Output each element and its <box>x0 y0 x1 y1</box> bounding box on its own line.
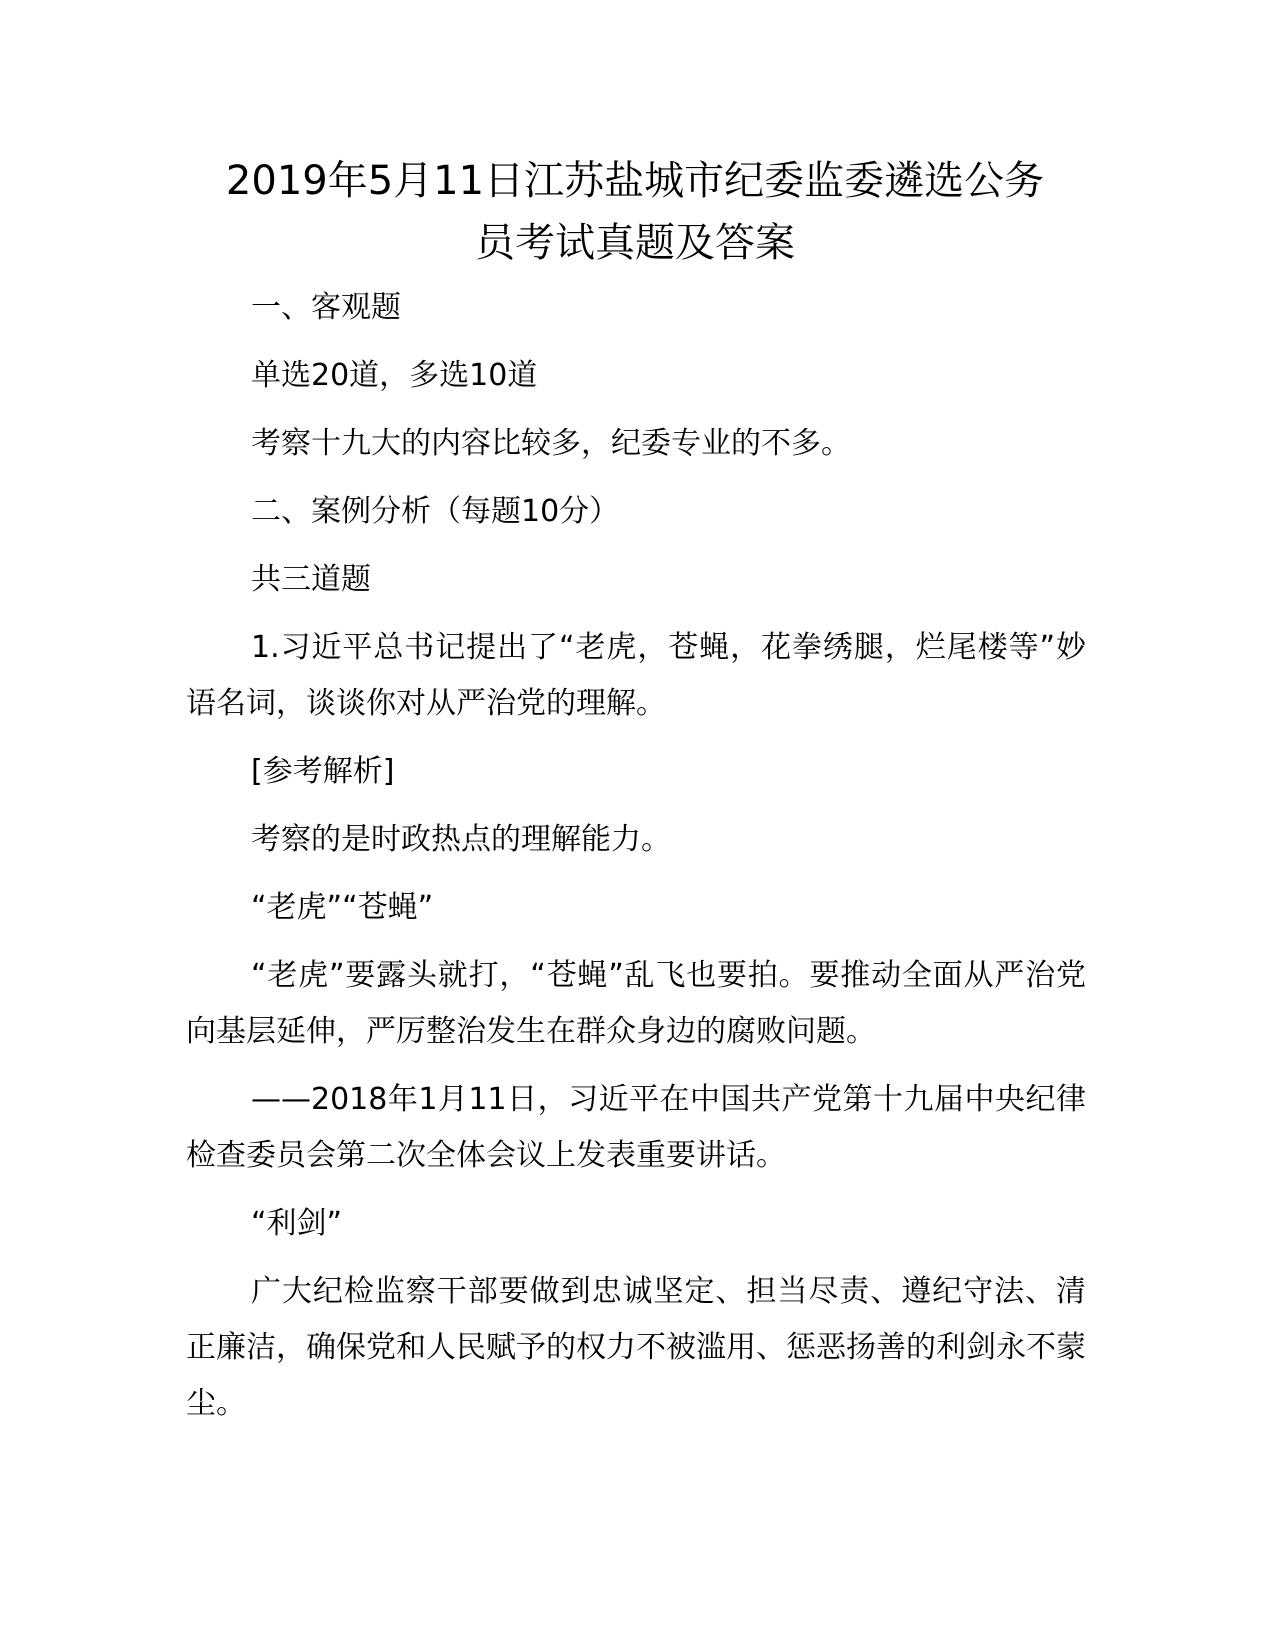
section-heading-case-analysis: 二、案例分析（每题10分） <box>251 494 620 529</box>
title-line-2: 员考试真题及答案 <box>475 220 795 266</box>
content-note-paragraph: 考察十九大的内容比较多，纪委专业的不多。 <box>251 426 851 461</box>
section-heading-objective: 一、客观题 <box>251 290 401 325</box>
question-total-paragraph: 共三道题 <box>251 562 371 597</box>
subheading-sword: “利剑” <box>251 1206 343 1241</box>
document-title <box>170 150 1100 274</box>
question-1-paragraph: 1.习近平总书记提出了“老虎，苍蝇，花拳绣腿，烂尾楼等”妙语名词，谈谈你对从严治党的理解。 <box>186 630 1086 721</box>
tiger-fly-paragraph: “老虎”要露头就打，“苍蝇”乱飞也要拍。要推动全面从严治党向基层延伸，严厉整治发生在群众身边的腐败问题。 <box>186 958 1086 1049</box>
subheading-tiger-fly: “老虎”“苍蝇” <box>251 890 434 925</box>
speech-source-paragraph: ——2018年1月11日，习近平在中国共产党第十九届中央纪律检查委员会第二次全体会议上发表重要讲话。 <box>186 1082 1086 1173</box>
analysis-paragraph: 考察的是时政热点的理解能力。 <box>251 822 671 857</box>
sword-paragraph: 广大纪检监察干部要做到忠诚坚定、担当尽责、遵纪守法、清正廉洁，确保党和人民赋予的权力不被滥用、惩恶扬善的利剑永不蒙尘。 <box>186 1274 1086 1421</box>
title-line-1: 2019年5月11日江苏盐城市纪委监委遴选公务 <box>225 158 1045 204</box>
question-count-paragraph: 单选20道，多选10道 <box>251 358 538 393</box>
document-body <box>186 280 1086 1444</box>
reference-analysis-label: [参考解析] <box>251 754 395 789</box>
